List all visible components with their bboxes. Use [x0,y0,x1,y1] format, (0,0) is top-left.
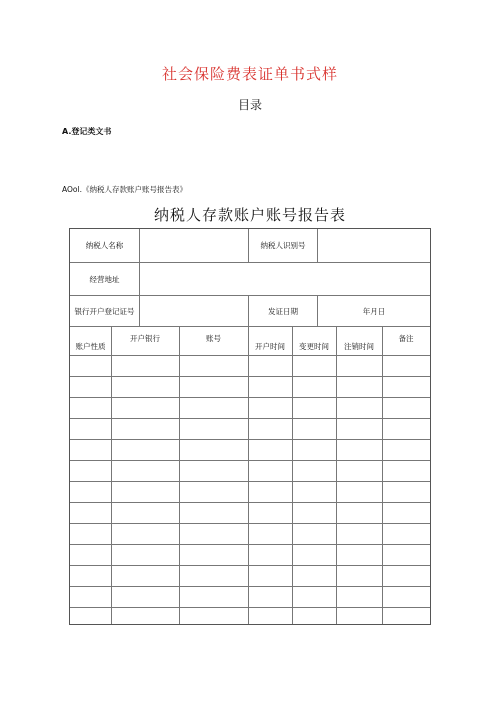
col-header-open-time: 开户时间 [255,341,285,351]
grid-row-divider [70,586,430,587]
grid-row-divider [70,565,430,566]
col-header-bank: 开户银行 [130,333,160,343]
grid-col-divider [111,326,112,624]
grid-row-divider [70,607,430,608]
grid-row-divider [70,460,430,461]
issue-date-label: 发证日期 [268,306,298,316]
col-header-account-type: 账户性质 [75,341,106,351]
taxpayer-name-field[interactable] [140,229,248,262]
taxpayer-name-label: 纳税人名称 [85,241,124,250]
taxpayer-id-label: 纳税人识别号 [260,241,306,250]
document-title: 社会保险费表证单书式样 [161,65,338,83]
grid-row-divider [70,523,430,524]
grid-row-divider [70,355,430,356]
issue-date-value[interactable]: 年月日 [362,306,386,316]
form-title: 纳税人存款账户账号报告表 [153,206,346,224]
col-header-change-time: 变更时间 [299,341,329,351]
grid-row-divider [70,544,430,545]
col-header-close-time: 注销时间 [344,341,374,351]
address-field[interactable] [140,263,430,295]
grid-row-divider [70,397,430,398]
grid-col-divider [336,326,337,624]
col-header-remark: 备注 [398,333,414,343]
toc-heading: 目录 [237,98,262,112]
grid-col-divider [292,326,293,624]
taxpayer-id-field[interactable] [318,229,430,262]
grid-col-divider [382,326,383,624]
col-header-account-no: 账号 [206,333,221,343]
grid-col-divider [179,326,180,624]
grid-row-divider [70,376,430,377]
row-divider [70,326,430,327]
grid-col-divider [248,326,249,624]
bank-cert-field[interactable] [140,296,248,326]
section-heading: A.登记类文书 [62,127,112,136]
address-label: 经营地址 [89,274,120,284]
account-report-form [69,228,431,625]
grid-row-divider [70,418,430,419]
subsection-heading: AOol.《纳税人存款账户账号报告表》 [62,185,187,194]
grid-row-divider [70,502,430,503]
grid-row-divider [70,439,430,440]
bank-cert-label: 银行开户登记证号 [74,306,135,316]
grid-row-divider [70,481,430,482]
